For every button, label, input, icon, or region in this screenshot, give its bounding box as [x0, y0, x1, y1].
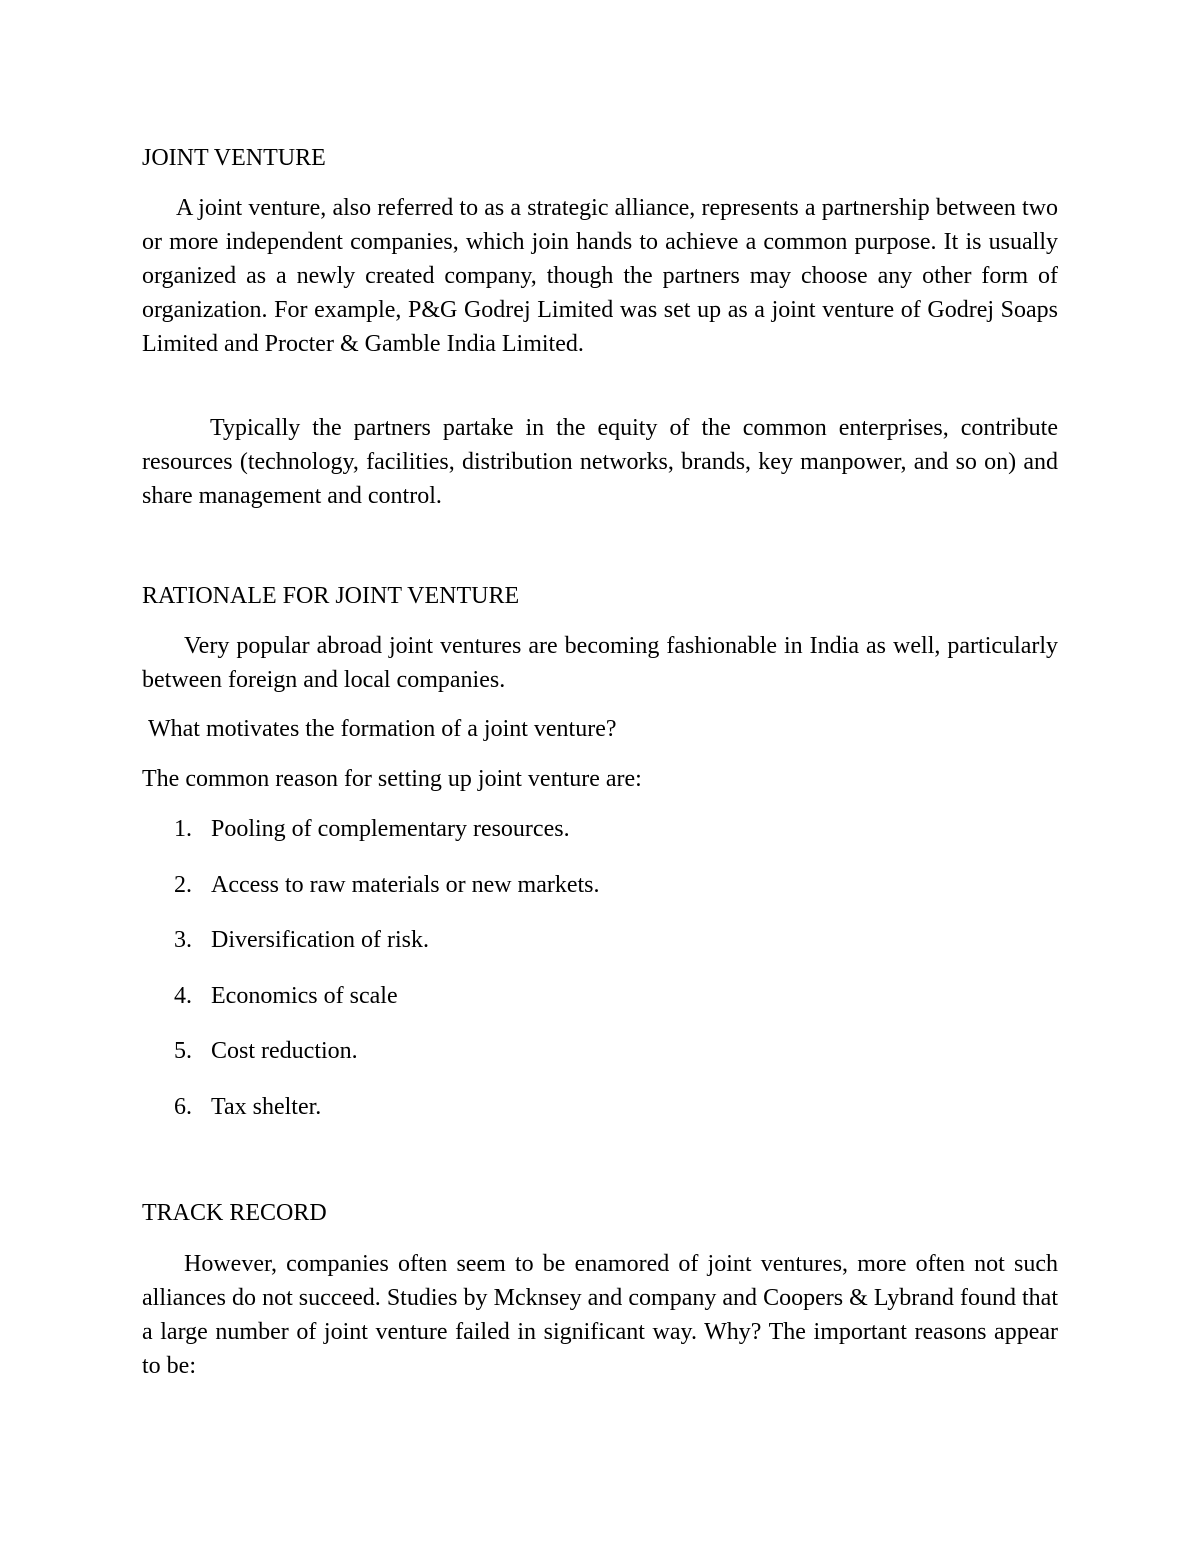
- motivation-question: What motivates the formation of a joint venture?: [148, 716, 617, 742]
- joint-venture-definition-paragraph: A joint venture, also referred to as a strategic alliance, represents a partnership between two or more independent companies, which join hands to achieve a common purpose. It is usually organized as a newly created company, though the partners may choose any other form of organization. For example, P&G Godrej Limited was set up as a joint venture of Godrej Soaps Limited and Procter & Gamble India Limited.: [142, 195, 1058, 357]
- rationale-paragraph: Very popular abroad joint ventures are becoming fashionable in India as well, particularly between foreign and local companies.: [142, 633, 1058, 693]
- list-item-text: Economics of scale: [211, 982, 398, 1009]
- section-heading-joint-venture: JOINT VENTURE: [142, 145, 326, 171]
- list-item-number: 5.: [174, 1038, 192, 1065]
- list-item-number: 4.: [174, 982, 192, 1009]
- list-item-text: Cost reduction.: [211, 1038, 358, 1065]
- list-item-number: 2.: [174, 871, 192, 898]
- joint-venture-equity-paragraph: Typically the partners partake in the equity of the common enterprises, contribute resources (technology, facilities, distribution networks, brands, key manpower, and so on) and share management and control.: [142, 415, 1058, 509]
- list-item-number: 6.: [174, 1093, 192, 1120]
- reasons-intro: The common reason for setting up joint venture are:: [142, 766, 642, 792]
- list-item-number: 3.: [174, 927, 192, 954]
- section-heading-track-record: TRACK RECORD: [142, 1200, 327, 1226]
- list-item-text: Tax shelter.: [211, 1093, 322, 1120]
- list-item-text: Pooling of complementary resources.: [211, 816, 570, 842]
- list-item-number: 1.: [174, 816, 192, 842]
- list-item-text: Diversification of risk.: [211, 927, 429, 954]
- track-record-paragraph: However, companies often seem to be enamored of joint ventures, more often not such alliances do not succeed. Studies by Mcknsey and company and Coopers & Lybrand found that a large number of joint venture failed in significant way. Why? The important reasons appear to be:: [142, 1251, 1058, 1379]
- list-item-text: Access to raw materials or new markets.: [211, 871, 600, 898]
- section-heading-rationale: RATIONALE FOR JOINT VENTURE: [142, 583, 520, 609]
